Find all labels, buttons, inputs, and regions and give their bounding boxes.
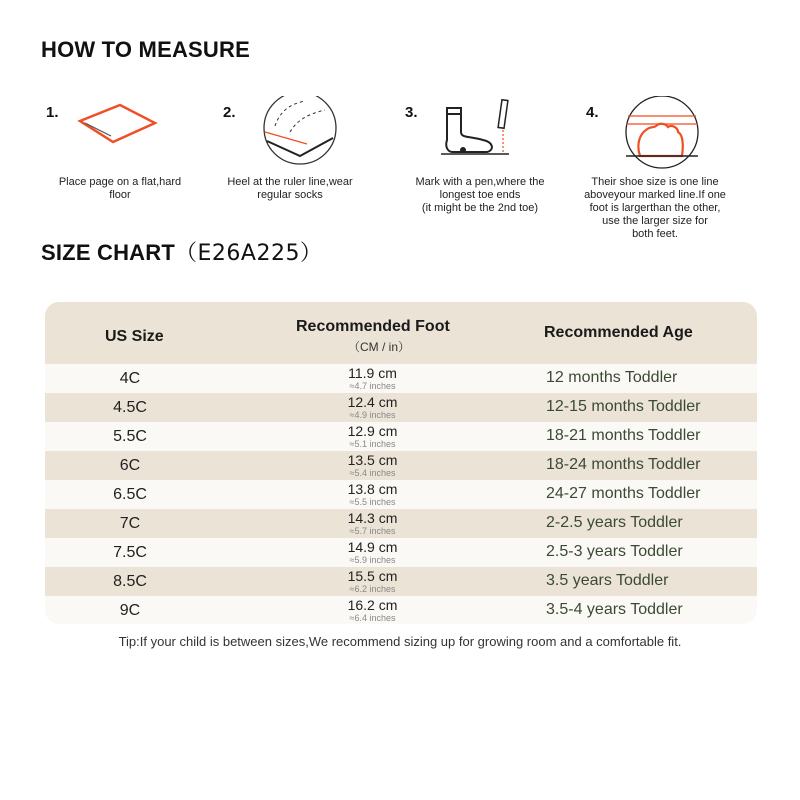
table-row bbox=[45, 393, 757, 422]
size-table bbox=[45, 302, 757, 624]
foot-inches-cell: ≈5.1 inches bbox=[349, 439, 396, 449]
table-row bbox=[45, 364, 757, 393]
size-chart-title: SIZE CHART bbox=[41, 240, 175, 265]
step-number: 3. bbox=[405, 104, 418, 121]
foot-inches-cell: ≈4.7 inches bbox=[349, 381, 396, 391]
header-foot-unit: （CM / in） bbox=[348, 340, 411, 354]
size-cell: 4.5C bbox=[113, 399, 147, 416]
age-cell: 18-24 months Toddler bbox=[546, 456, 701, 473]
size-cell: 7C bbox=[119, 515, 141, 532]
foot-cm-cell: 11.9 cm bbox=[348, 365, 397, 381]
table-row bbox=[45, 480, 757, 509]
age-cell: 2-2.5 years Toddler bbox=[546, 514, 683, 531]
foot-inches-cell: ≈6.4 inches bbox=[349, 613, 396, 623]
header-recommended-age: Recommended Age bbox=[544, 324, 693, 341]
size-cell: 6.5C bbox=[113, 486, 147, 503]
table-row bbox=[45, 509, 757, 538]
step-caption: Their shoe size is one line aboveyour marked line.If one foot is largerthan the other, use the larger size for both feet. bbox=[584, 176, 726, 240]
age-cell: 12-15 months Toddler bbox=[546, 398, 701, 415]
step-caption: Place page on a flat,hard floor bbox=[58, 176, 182, 201]
age-cell: 12 months Toddler bbox=[546, 369, 678, 386]
foot-inches-cell: ≈5.4 inches bbox=[349, 468, 396, 478]
step-caption: Heel at the ruler line,wear regular socks bbox=[227, 176, 353, 201]
table-row bbox=[45, 596, 757, 624]
foot-inches-cell: ≈5.7 inches bbox=[349, 526, 396, 536]
age-cell: 24-27 months Toddler bbox=[546, 485, 701, 502]
foot-cm-cell: 13.8 cm bbox=[347, 481, 398, 497]
model-code: （E26A225） bbox=[175, 241, 323, 266]
foot-inches-cell: ≈6.2 inches bbox=[349, 584, 396, 594]
paper-icon bbox=[35, 96, 205, 166]
foot-cm-cell: 15.5 cm bbox=[347, 568, 398, 584]
step-caption: Mark with a pen,where the longest toe ends (it might be the 2nd toe) bbox=[415, 176, 545, 214]
foot-cm-cell: 16.2 cm bbox=[347, 597, 398, 613]
foot-cm-cell: 14.9 cm bbox=[347, 539, 398, 555]
step-number: 2. bbox=[223, 104, 236, 121]
age-cell: 18-21 months Toddler bbox=[546, 427, 701, 444]
size-cell: 8.5C bbox=[113, 573, 147, 590]
foot-cm-cell: 13.5 cm bbox=[347, 452, 398, 468]
table-row bbox=[45, 422, 757, 451]
age-cell: 3.5-4 years Toddler bbox=[546, 601, 683, 618]
step-number: 1. bbox=[46, 104, 59, 121]
table-header bbox=[45, 302, 757, 364]
header-us-size: US Size bbox=[105, 328, 164, 345]
foot-inches-cell: ≈5.5 inches bbox=[349, 497, 396, 507]
age-cell: 2.5-3 years Toddler bbox=[546, 543, 683, 560]
size-cell: 4C bbox=[119, 370, 141, 387]
foot-cm-cell: 12.9 cm bbox=[347, 423, 398, 439]
table-row bbox=[45, 567, 757, 596]
size-cell: 9C bbox=[119, 602, 141, 619]
foot-inches-cell: ≈5.9 inches bbox=[349, 555, 396, 565]
sizing-tip: Tip:If your child is between sizes,We recommend sizing up for growing room and a comfortable fit. bbox=[118, 634, 682, 649]
size-chart-title-group bbox=[41, 236, 322, 267]
how-to-measure-title: HOW TO MEASURE bbox=[41, 37, 250, 62]
sock-pen-icon bbox=[395, 96, 565, 166]
foot-inches-cell: ≈4.9 inches bbox=[349, 410, 396, 420]
table-row bbox=[45, 451, 757, 480]
toe-line-icon bbox=[572, 96, 742, 174]
size-cell: 6C bbox=[119, 457, 141, 474]
size-cell: 5.5C bbox=[113, 428, 147, 445]
size-cell: 7.5C bbox=[113, 544, 147, 561]
table-row bbox=[45, 538, 757, 567]
foot-cm-cell: 12.4 cm bbox=[347, 394, 398, 410]
sock-heel-icon bbox=[205, 96, 375, 171]
age-cell: 3.5 years Toddler bbox=[546, 572, 669, 589]
foot-cm-cell: 14.3 cm bbox=[347, 510, 398, 526]
header-recommended-foot: Recommended Foot bbox=[296, 318, 450, 335]
step-number: 4. bbox=[586, 104, 599, 121]
